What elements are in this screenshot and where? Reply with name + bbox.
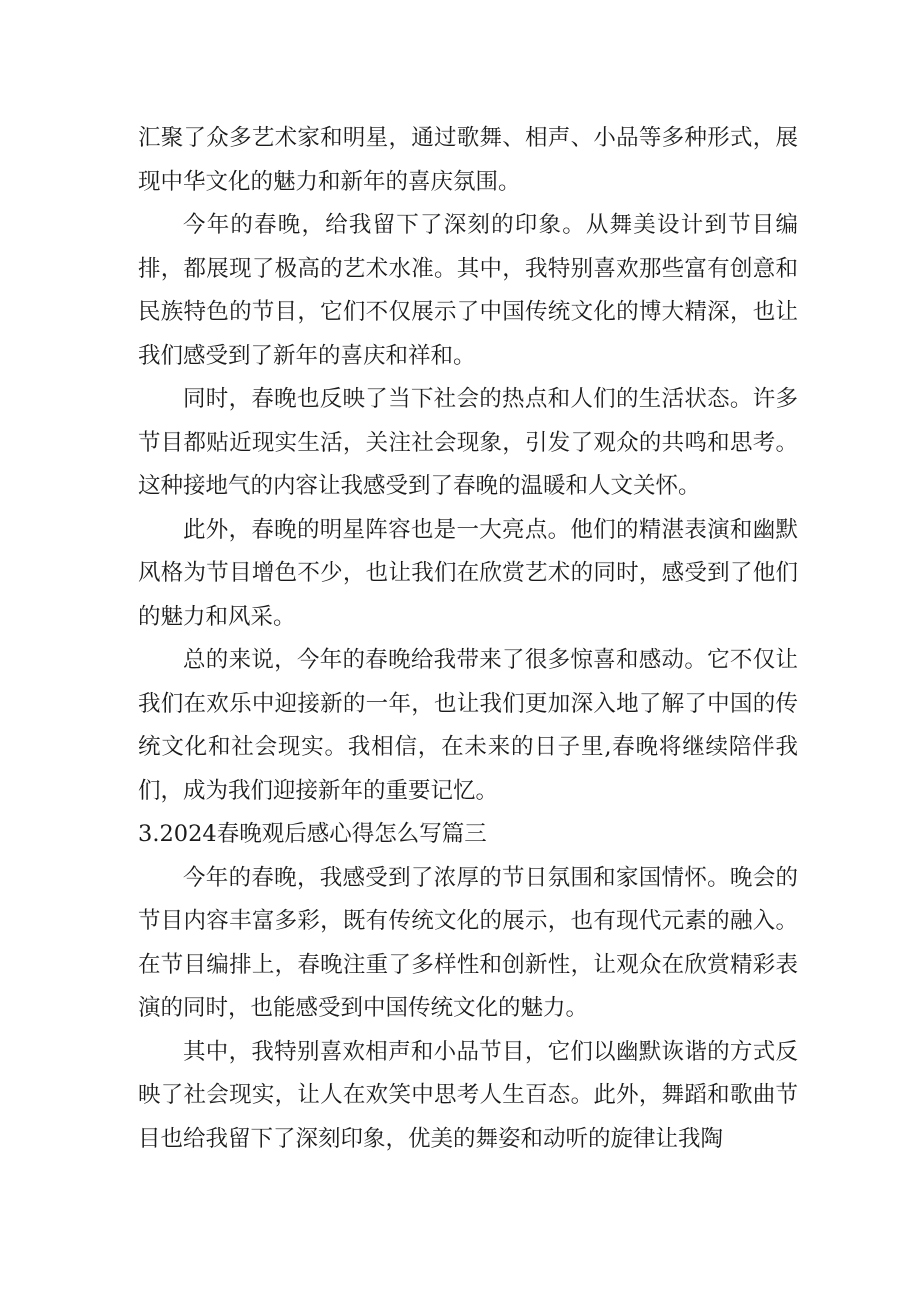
paragraph-3: 同时，春晚也反映了当下社会的热点和人们的生活状态。许多节目都贴近现实生活，关注社会现象，引发了观众的共鸣和思考。这种接地气的内容让我感受到了春晚的温暖和人文关怀。 (138, 386, 798, 499)
paragraph-1: 汇聚了众多艺术家和明星，通过歌舞、相声、小品等多种形式，展现中华文化的魅力和新年的喜庆氛围。 (138, 125, 798, 195)
paragraph-6: 今年的春晚，我感受到了浓厚的节日氛围和家国情怀。晚会的节目内容丰富多彩，既有传统文化的展示，也有现代元素的融入。在节目编排上，春晚注重了多样性和创新性，让观众在欣赏精彩表演的同时，也能感受到中国传统文化的魅力。 (138, 864, 798, 1021)
section-heading: 3.2024春晚观后感心得怎么写篇三 (138, 821, 487, 847)
paragraph-4: 此外，春晚的明星阵容也是一大亮点。他们的精湛表演和幽默风格为节目增色不少，也让我们在欣赏艺术的同时，感受到了他们的魅力和风采。 (138, 516, 798, 630)
paragraph-5: 总的来说，今年的春晚给我带来了很多惊喜和感动。它不仅让我们在欢乐中迎接新的一年，也让我们更加深入地了解了中国的传统文化和社会现实。我相信，在未来的日子里,春晚将继续陪伴我们，成为我们迎接新年的重要记忆。 (138, 647, 798, 804)
paragraph-2: 今年的春晚，给我留下了深刻的印象。从舞美设计到节目编排，都展现了极高的艺术水准。其中，我特别喜欢那些富有创意和民族特色的节目，它们不仅展示了中国传统文化的博大精深，也让我们感受到了新年的喜庆和祥和。 (138, 212, 798, 369)
body-text-block-1 (138, 117, 798, 1161)
paragraph-7: 其中，我特别喜欢相声和小品节目，它们以幽默诙谐的方式反映了社会现实，让人在欢笑中思考人生百态。此外，舞蹈和歌曲节目也给我留下了深刻印象，优美的舞姿和动听的旋律让我陶 (138, 1038, 798, 1152)
